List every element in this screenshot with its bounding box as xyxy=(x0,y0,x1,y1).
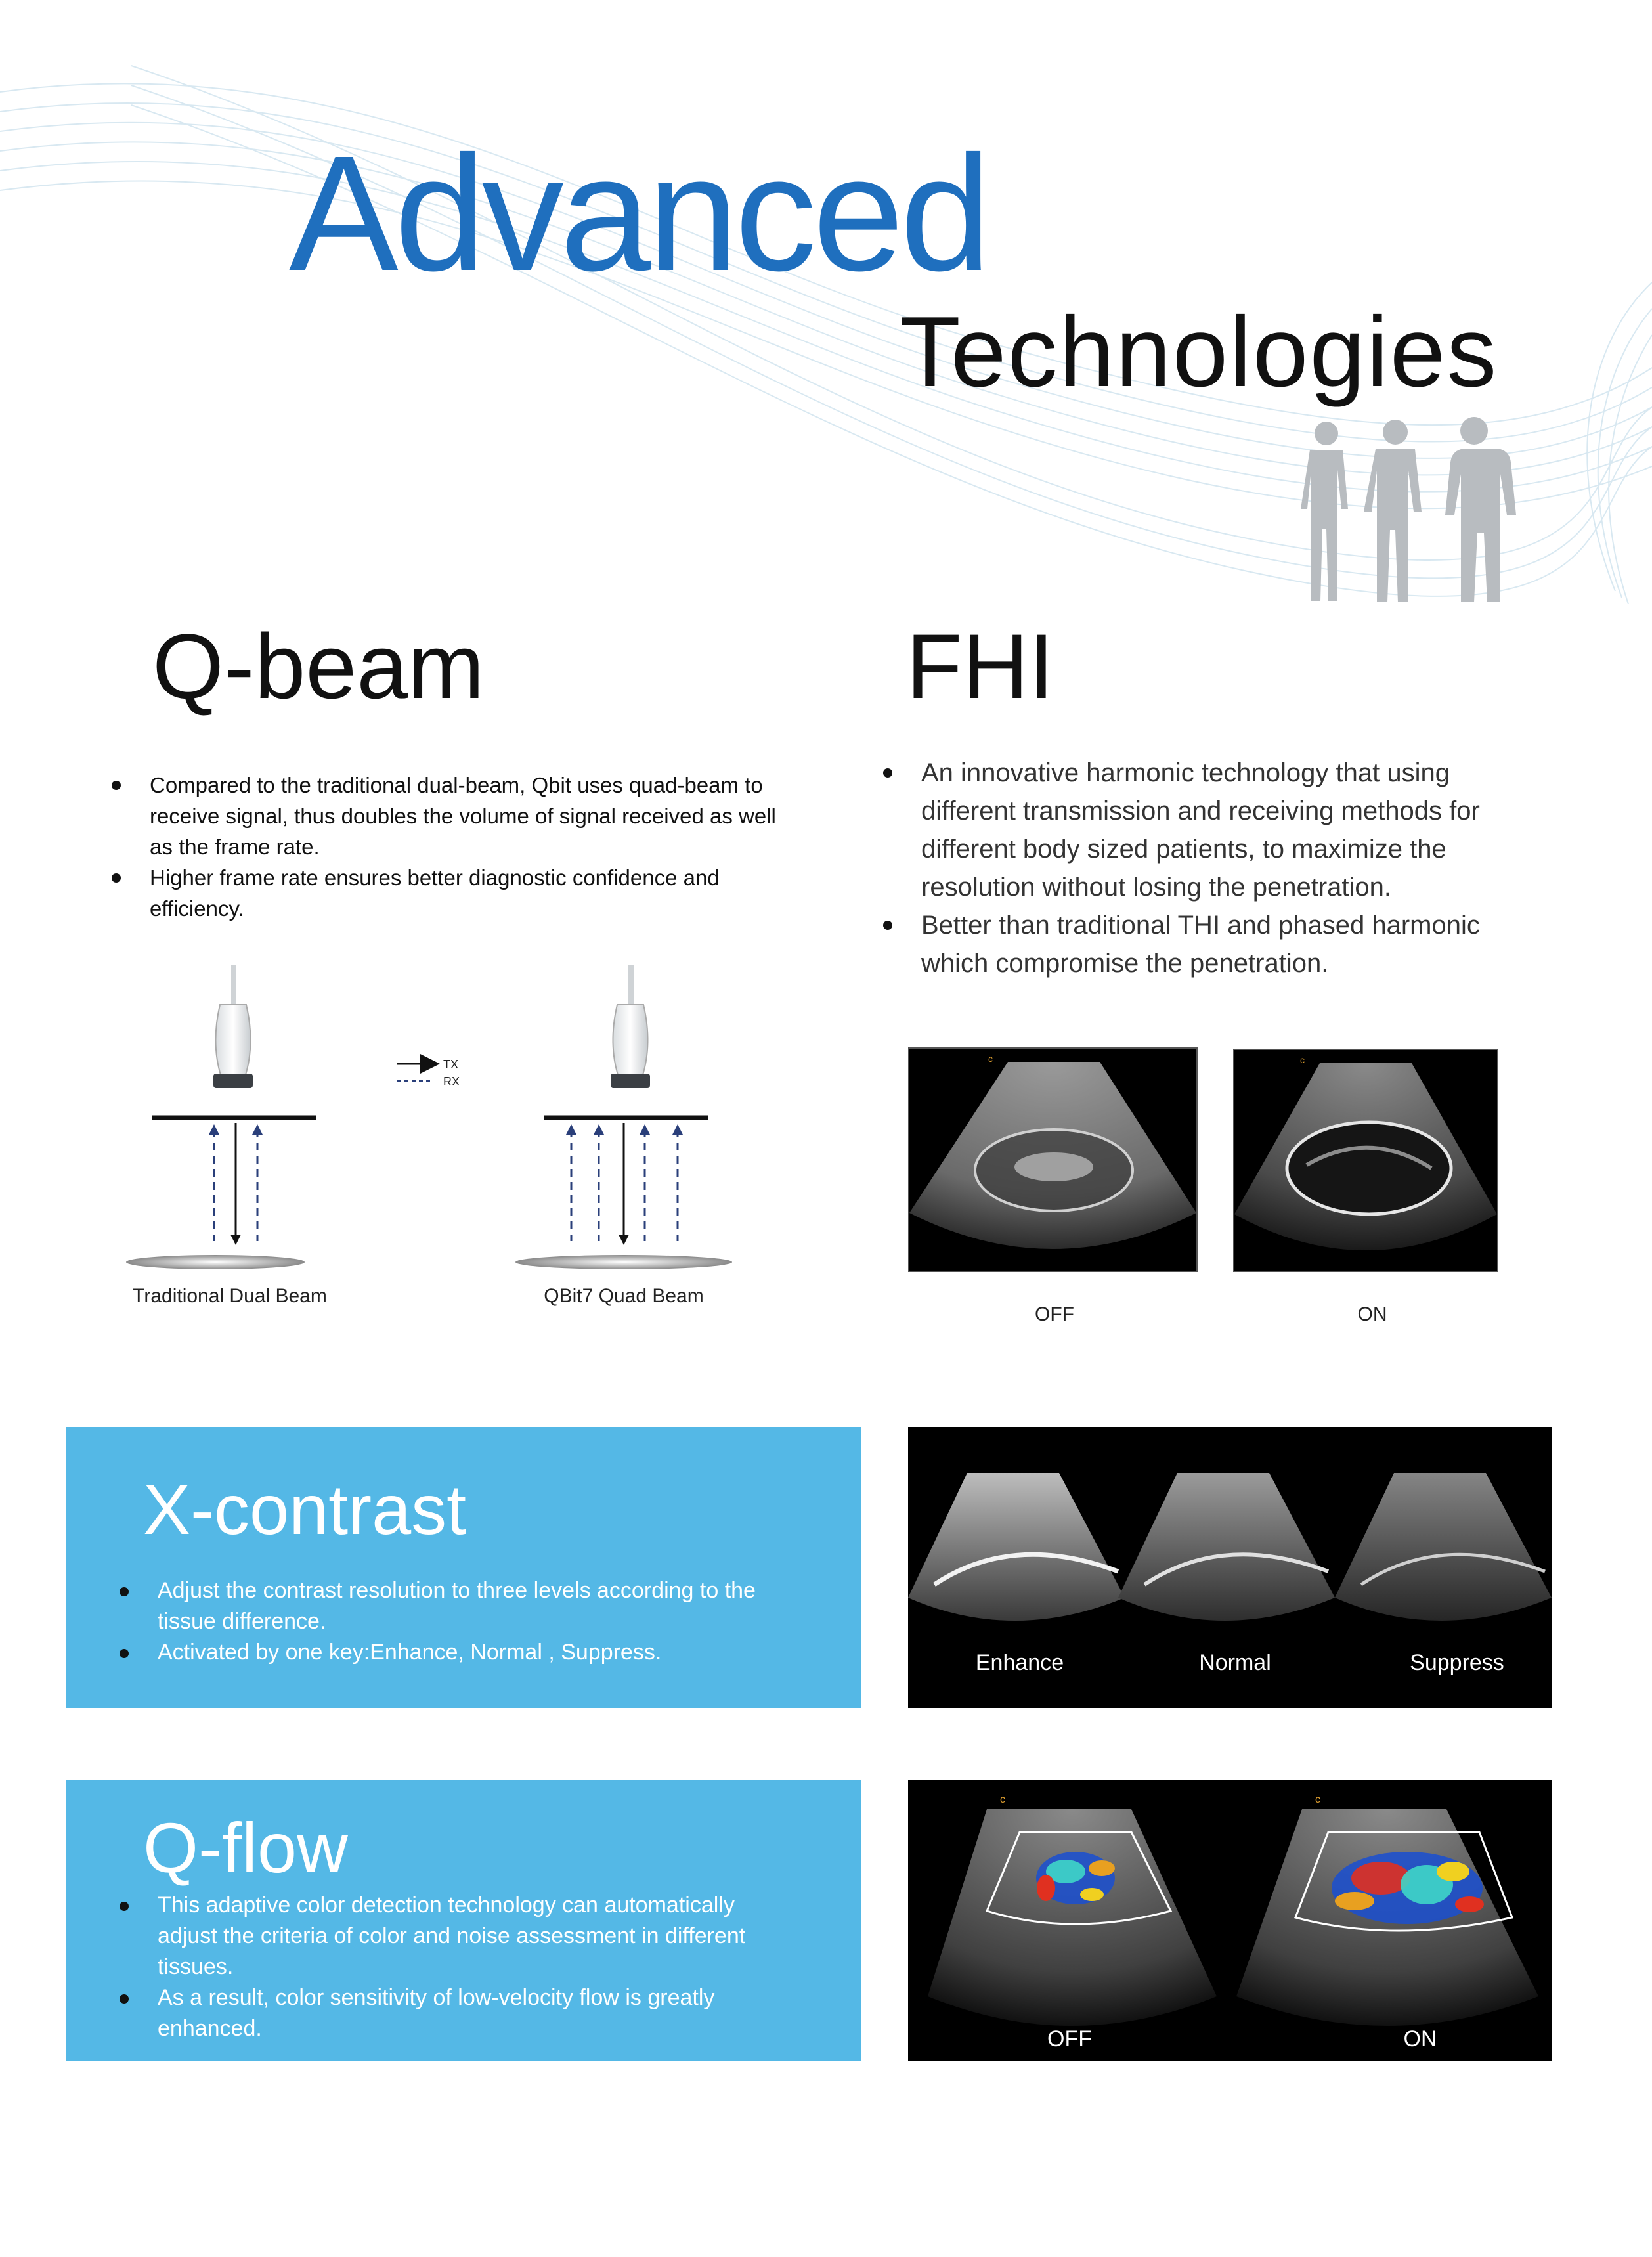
xcontrast-bullet-2: Activated by one key:Enhance, Normal , Suppress. xyxy=(120,1637,763,1668)
fhi-image-on xyxy=(1233,1049,1498,1272)
xcontrast-label-normal: Normal xyxy=(1199,1650,1271,1675)
qflow-image xyxy=(908,1780,1552,2061)
qbeam-bullet-2: Higher frame rate ensures better diagnostic confidence and efficiency. xyxy=(112,862,801,924)
qflow-bullet-2: As a result, color sensitivity of low-velocity flow is greatly enhanced. xyxy=(120,1983,763,2044)
fhi-bullet-list xyxy=(883,754,1546,982)
legend-rx: RX xyxy=(443,1075,460,1088)
fhi-label-off: OFF xyxy=(1035,1304,1074,1325)
probe-right-icon xyxy=(611,965,650,1088)
qbeam-bullet-1: Compared to the traditional dual-beam, Qbit uses quad-beam to receive signal, thus doubles the volume of signal received as well as the frame rate. xyxy=(112,770,801,862)
qflow-bullet-1: This adaptive color detection technology can automatically adjust the criteria of color and noise assessment in different tissues. xyxy=(120,1890,763,1983)
xcontrast-bullet-1: Adjust the contrast resolution to three levels according to the tissue difference. xyxy=(120,1575,763,1637)
svg-text:c: c xyxy=(988,1053,993,1064)
caption-qbit7-quad-beam: QBit7 Quad Beam xyxy=(544,1285,704,1307)
xcontrast-heading: X-contrast xyxy=(143,1470,467,1549)
svg-text:c: c xyxy=(1300,1055,1305,1065)
qflow-label-off: OFF xyxy=(1047,2027,1092,2051)
body-size-figures-icon xyxy=(1287,414,1523,604)
caption-traditional-dual-beam: Traditional Dual Beam xyxy=(133,1285,327,1307)
xcontrast-image xyxy=(908,1427,1552,1708)
title-technologies: Technologies xyxy=(900,296,1498,408)
fhi-label-on: ON xyxy=(1357,1304,1387,1325)
qbeam-heading: Q-beam xyxy=(152,615,485,718)
title-advanced: Advanced xyxy=(289,121,988,305)
qflow-label-on: ON xyxy=(1403,2027,1437,2051)
beam-comparison-diagram xyxy=(118,959,749,1287)
fhi-bullet-1: An innovative harmonic technology that using different transmission and receiving methods for different body sized patients, to maximize the resolution without losing the penetration. xyxy=(883,754,1546,906)
fhi-image-off xyxy=(908,1047,1198,1272)
qbeam-bullet-list xyxy=(112,770,801,924)
qflow-panel xyxy=(66,1780,861,2061)
svg-text:c: c xyxy=(1000,1794,1005,1805)
qflow-heading: Q-flow xyxy=(143,1808,349,1887)
xcontrast-label-suppress: Suppress xyxy=(1410,1650,1504,1675)
fhi-bullet-2: Better than traditional THI and phased harmonic which compromise the penetration. xyxy=(883,906,1546,982)
svg-text:c: c xyxy=(1315,1794,1320,1805)
legend-tx: TX xyxy=(443,1058,459,1071)
qflow-bullet-list xyxy=(120,1890,763,2044)
xcontrast-panel xyxy=(66,1427,861,1708)
probe-left-icon xyxy=(213,965,253,1088)
xcontrast-bullet-list xyxy=(120,1575,763,1668)
fhi-heading: FHI xyxy=(906,615,1054,718)
xcontrast-label-enhance: Enhance xyxy=(975,1650,1064,1675)
